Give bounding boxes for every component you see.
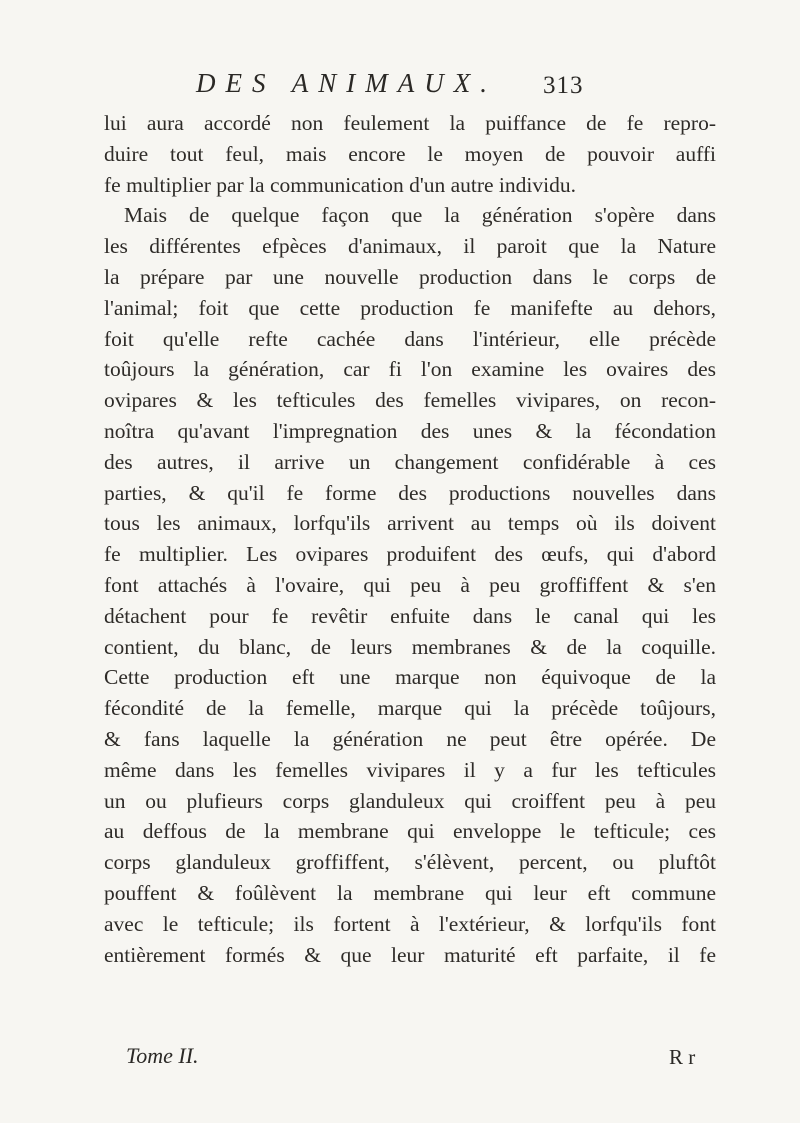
text-line: tous les animaux, lorfqu'ils arrivent au temps où ils doivent [104, 511, 716, 536]
text-line: Mais de quelque façon que la génération s'opère dans [124, 203, 716, 228]
text-line: foit qu'elle refte cachée dans l'intérieur, elle précède [104, 326, 716, 351]
text-line: parties, & qu'il fe forme des productions nouvelles dans [104, 480, 716, 505]
text-line: font attachés à l'ovaire, qui peu à peu groffiffent & s'en [104, 572, 716, 597]
text-line: la prépare par une nouvelle production dans le corps de [104, 264, 716, 289]
text-line: pouffent & foûlèvent la membrane qui leur eft commune [104, 880, 716, 905]
text-line: contient, du blanc, de leurs membranes & de la coquille. [104, 634, 716, 659]
text-line: les différentes efpèces d'animaux, il paroit que la Nature [104, 234, 716, 259]
text-line: avec le tefticule; ils fortent à l'extérieur, & lorfqu'ils font [104, 911, 716, 936]
text-line: toûjours la génération, car fi l'on examine les ovaires des [104, 357, 716, 382]
text-line: fe multiplier. Les ovipares produifent des œufs, qui d'abord [104, 542, 716, 567]
page-number: 313 [543, 72, 584, 99]
running-head [0, 68, 800, 102]
text-line: des autres, il arrive un changement confidérable à ces [104, 449, 716, 474]
signature-mark: R r [669, 1045, 696, 1069]
running-title: DES ANIMAUX. [196, 68, 497, 98]
text-line: lui aura accordé non feulement la puiffance de fe repro- [104, 111, 716, 135]
text-line: duire tout feul, mais encore le moyen de pouvoir auffi [104, 141, 716, 166]
text-line: fécondité de la femelle, marque qui la précède toûjours, [104, 696, 716, 721]
text-line: l'animal; foit que cette production fe manifefte au dehors, [104, 295, 716, 320]
text-line: détachent pour fe revêtir enfuite dans le canal qui les [104, 603, 716, 628]
text-line: un ou plufieurs corps glanduleux qui croiffent peu à peu [104, 788, 716, 813]
text-line: corps glanduleux groffiffent, s'élèvent, percent, ou pluftôt [104, 850, 716, 875]
body-text [104, 108, 716, 970]
text-line: au deffous de la membrane qui enveloppe le tefticule; ces [104, 819, 716, 844]
text-line: noîtra qu'avant l'impregnation des unes & la fécondation [104, 418, 716, 443]
volume-label: Tome II. [126, 1043, 199, 1068]
text-line: Cette production eft une marque non équivoque de la [104, 665, 716, 690]
text-line: fe multiplier par la communication d'un autre individu. [104, 172, 576, 197]
text-line: & fans laquelle la génération ne peut être opérée. De [104, 726, 716, 751]
page-footer [0, 1043, 800, 1075]
text-line: entièrement formés & que leur maturité eft parfaite, il fe [104, 942, 716, 967]
text-line: même dans les femelles vivipares il y a fur les tefticules [104, 757, 716, 782]
text-line: ovipares & les tefticules des femelles vivipares, on recon- [104, 388, 716, 413]
